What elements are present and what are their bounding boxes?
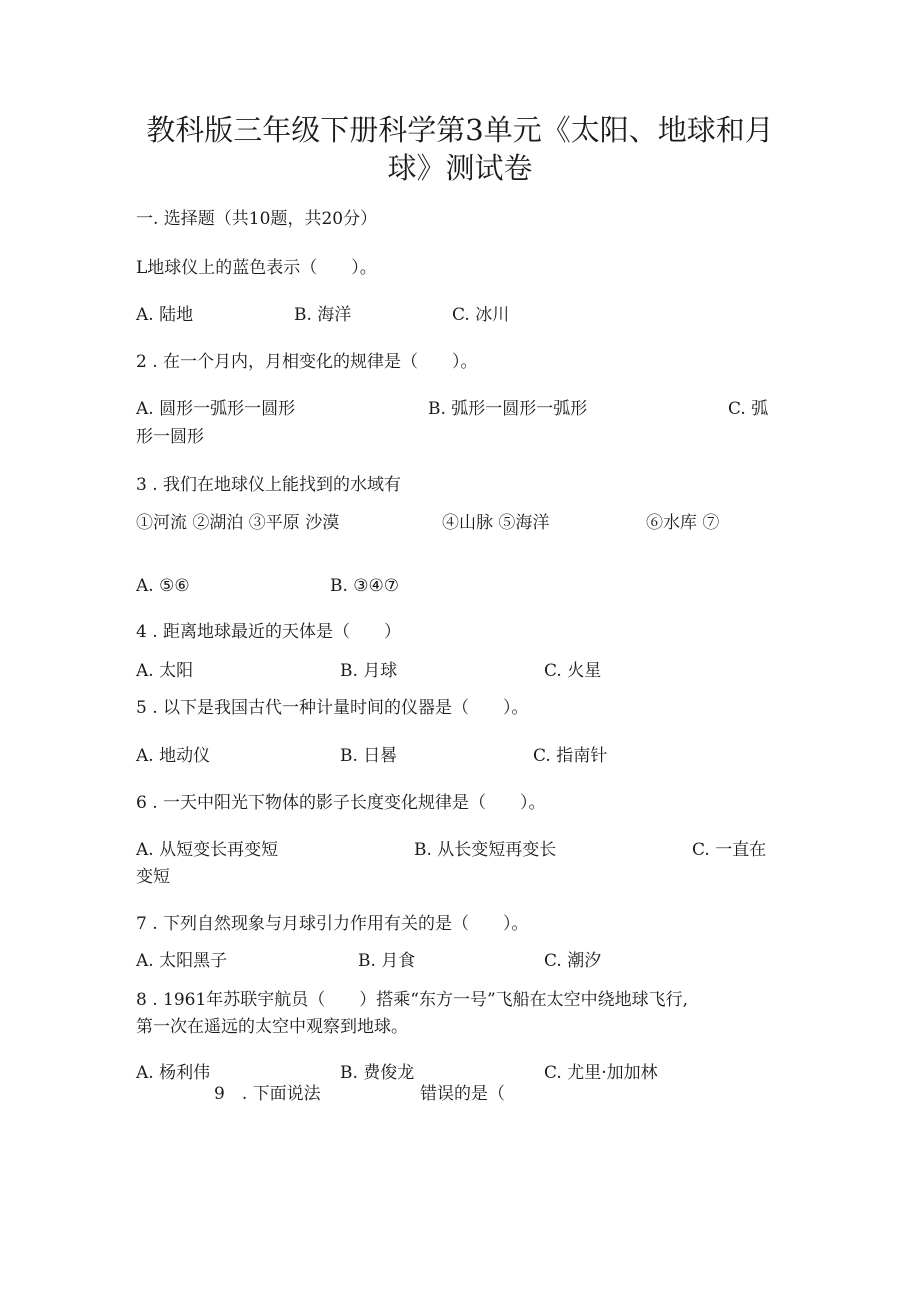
question-8-option-b: B. 费俊龙 (340, 1063, 415, 1083)
question-3-option-b: B. ③④⑦ (330, 576, 400, 596)
question-9-stem-part-2: 错误的是（ (420, 1084, 505, 1104)
question-3-items-1: ①河流 ②湖泊 ③平原 沙漠 (136, 513, 340, 533)
question-4-option-b: B. 月球 (340, 661, 398, 681)
question-6-stem: 6 . 一天中阳光下物体的影子长度变化规律是（ ）。 (136, 793, 546, 813)
question-8-stem: 8 . 1961年苏联宇航员（ ）搭乘“东方一号”飞船在太空中绕地球飞行, (136, 990, 689, 1010)
question-6-option-b: B. 从长变短再变长 (414, 840, 557, 860)
section-heading: 一. 选择题（共10题，共20分） (136, 209, 378, 229)
question-1-option-a: A. 陆地 (136, 305, 194, 325)
question-5-option-c: C. 指南针 (533, 746, 608, 766)
question-5-option-a: A. 地动仪 (136, 746, 211, 766)
question-9-stem-part-1: 9 . 下面说法 (214, 1084, 321, 1104)
question-6-option-c: C. 一直在 (692, 840, 767, 860)
page-title-line-1: 教科版三年级下册科学第3单元《太阳、地球和月 (146, 113, 774, 147)
page-title-line-2: 球》测试卷 (387, 151, 533, 185)
question-2-option-c: C. 弧 (728, 399, 769, 419)
question-1-option-c: C. 冰川 (452, 305, 510, 325)
question-4-option-c: C. 火星 (544, 661, 602, 681)
question-7-option-c: C. 潮汐 (544, 951, 602, 971)
question-6-option-c-cont: 变短 (136, 867, 170, 887)
question-7-stem: 7 . 下列自然现象与月球引力作用有关的是（ ）。 (136, 914, 529, 934)
question-2-option-b: B. 弧形一圆形一弧形 (428, 399, 588, 419)
question-4-option-a: A. 太阳 (136, 661, 194, 681)
question-5-stem: 5 . 以下是我国古代一种计量时间的仪器是（ ）。 (136, 698, 529, 718)
question-2-option-c-cont: 形一圆形 (136, 427, 204, 447)
question-3-option-a: A. ⑤⑥ (136, 576, 190, 596)
question-2-stem: 2 . 在一个月内，月相变化的规律是（ ）。 (136, 352, 478, 372)
question-8-option-a: A. 杨利伟 (136, 1063, 211, 1083)
question-7-option-b: B. 月食 (358, 951, 416, 971)
question-4-stem: 4 . 距离地球最近的天体是（ ） (136, 622, 402, 642)
question-2-option-a: A. 圆形一弧形一圆形 (136, 399, 296, 419)
question-3-stem: 3 . 我们在地球仪上能找到的水域有 (136, 475, 402, 495)
question-1-stem: L地球仪上的蓝色表示（ ）。 (136, 258, 377, 278)
question-8-option-c: C. 尤里·加加林 (544, 1063, 658, 1083)
question-1-option-b: B. 海洋 (294, 305, 352, 325)
question-5-option-b: B. 日晷 (340, 746, 398, 766)
question-6-option-a: A. 从短变长再变短 (136, 840, 279, 860)
question-3-items-3: ⑥水库 ⑦ (646, 513, 720, 533)
question-8-stem-cont: 第一次在遥远的太空中观察到地球。 (136, 1017, 408, 1037)
question-3-items-2: ④山脉 ⑤海洋 (442, 513, 550, 533)
question-7-option-a: A. 太阳黑子 (136, 951, 228, 971)
